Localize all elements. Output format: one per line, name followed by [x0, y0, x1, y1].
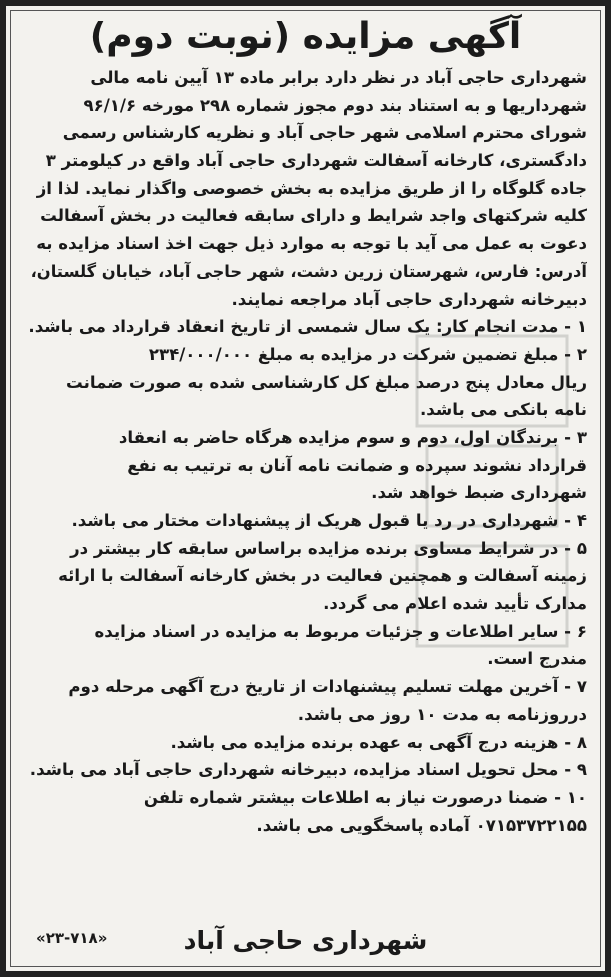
clause-line: درروزنامه به مدت ۱۰ روز می باشد.: [297, 704, 587, 724]
clause-line: ۲ - مبلغ تضمین شرکت در مزایده به مبلغ ۲۳۴/۰۰۰/۰۰۰: [148, 344, 587, 364]
clause-line: ۸ - هزینه درج آگهی به عهده برنده مزایده می باشد.: [170, 732, 587, 752]
notice-title: آگهی مزایده (نوبت دوم): [89, 16, 522, 57]
clause-line: ۶ - سایر اطلاعات و جزئیات مربوط به مزایده در اسناد مزایده: [94, 621, 587, 641]
clause-line: ۱ - مدت انجام کار: یک سال شمسی از تاریخ انعقاد قرارداد می باشد.: [28, 317, 587, 337]
clause-line: مندرج است.: [487, 649, 587, 669]
notice-code: «۲۳-۷۱۸»: [36, 929, 108, 947]
body-line: دعوت به عمل می آید با توجه به موارد ذیل جهت اخذ اسناد مزایده به: [36, 234, 587, 254]
body-line: شورای محترم اسلامی شهر حاجی آباد و نظریه کارشناس رسمی: [62, 123, 587, 143]
clause-line: ۳ - برندگان اول، دوم و سوم مزایده هرگاه حاضر به انعقاد: [118, 427, 587, 447]
notice-body: [24, 64, 587, 839]
clause-line: ۰۷۱۵۳۷۲۲۱۵۵ آماده پاسخگویی می باشد.: [256, 815, 587, 835]
clause-line: مدارک تأیید شده اعلام می گردد.: [323, 594, 587, 614]
clause-line: ۷ - آخرین مهلت تسلیم پیشنهادات از تاریخ درج آگهی مرحله دوم: [68, 677, 587, 697]
clause-line: شهرداری ضبط خواهد شد.: [371, 483, 587, 503]
body-line: دادگستری، کارخانه آسفالت شهرداری حاجی آباد واقع در کیلومتر ۳: [45, 151, 587, 171]
body-line: شهرداری حاجی آباد در نظر دارد برابر ماده ۱۳ آیین نامه مالی: [90, 68, 587, 87]
notice-footer: [6, 919, 605, 963]
clause-line: ۵ - در شرایط مساوی برنده مزایده براساس سابقه کار بیشتر در: [70, 538, 587, 558]
clause-line: قرارداد نشوند سپرده و ضمانت نامه آنان به ترتیب به نفع: [127, 455, 587, 475]
body-line: شهرداریها و به استناد بند دوم مجوز شماره ۲۹۸ مورخه ۹۶/۱/۶: [83, 95, 587, 115]
clause-line: ۴ - شهرداری در رد یا قبول هریک از پیشنهادات مختار می باشد.: [71, 511, 587, 530]
clause-line: نامه بانکی می باشد.: [420, 400, 587, 420]
body-line: آدرس: فارس، شهرستان زرین دشت، شهر حاجی آباد، خیابان گلستان،: [30, 261, 587, 281]
body-line: دبیرخانه شهرداری حاجی آباد مراجعه نمایند.: [231, 289, 587, 309]
clause-line: زمینه آسفالت و همچنین فعالیت در بخش کارخانه آسفالت با ارائه: [58, 566, 587, 586]
signature: شهرداری حاجی آباد: [183, 926, 428, 955]
clause-line: ۱۰ - ضمنا درصورت نیاز به اطلاعات بیشتر شماره تلفن: [143, 787, 587, 807]
body-line: جاده گلوگاه را از طریق مزایده به بخش خصوصی واگذار نماید. لذا از: [36, 178, 587, 198]
body-line: کلیه شرکتهای واجد شرایط و دارای سابقه فعالیت در بخش آسفالت: [40, 206, 587, 226]
clause-line: ۹ - محل تحویل اسناد مزایده، دبیرخانه شهرداری حاجی آباد می باشد.: [29, 760, 587, 780]
clause-line: ریال معادل پنج درصد مبلغ کل کارشناسی شده به صورت ضمانت: [66, 372, 587, 392]
